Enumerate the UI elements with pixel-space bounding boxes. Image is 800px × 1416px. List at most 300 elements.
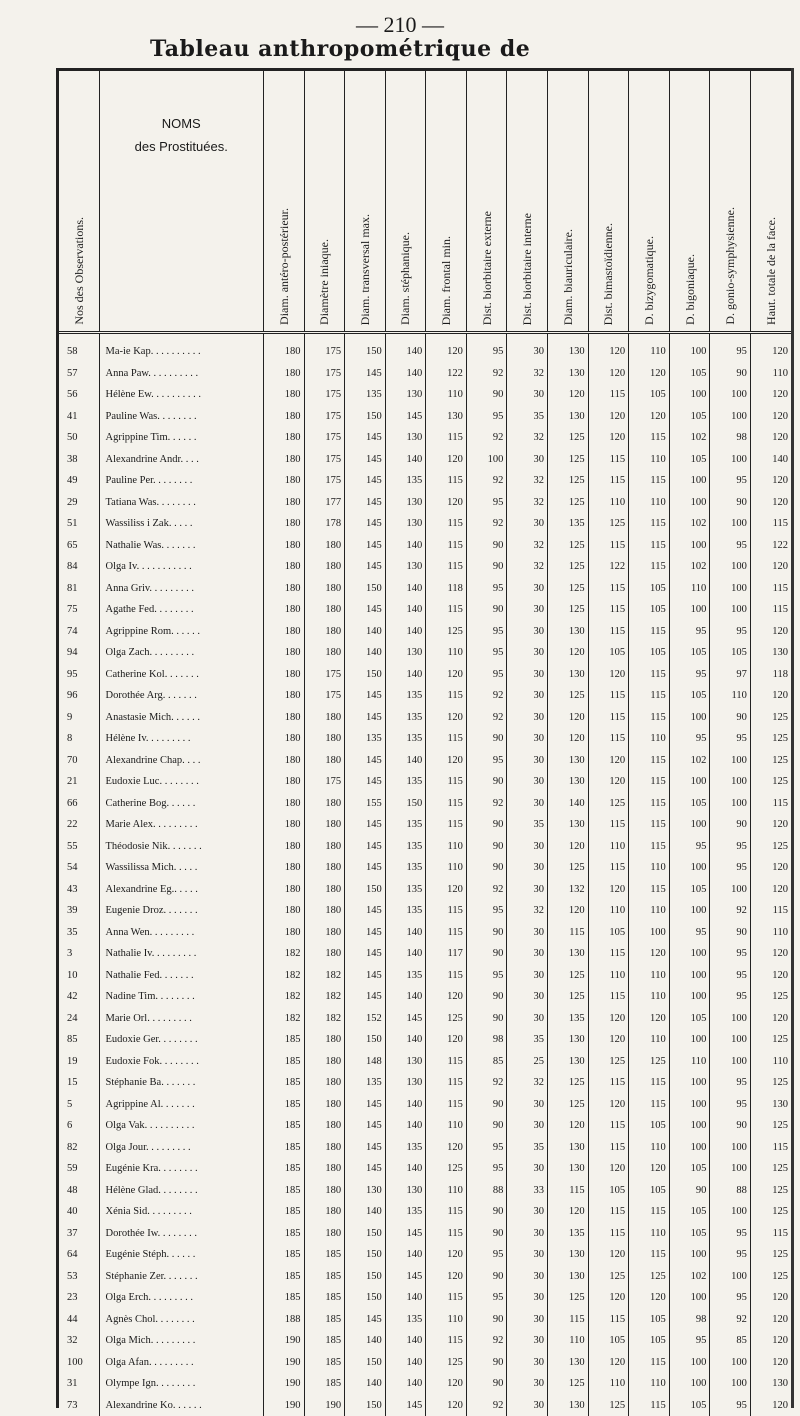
- measurement-cell: 32: [507, 1072, 548, 1094]
- prostitute-name: Hélène Ew. . . . . . . . . .: [99, 384, 263, 406]
- measurement-cell: 180: [304, 1180, 345, 1202]
- measurement-cell: 30: [507, 1008, 548, 1030]
- measurement-cell: 30: [507, 664, 548, 686]
- measurement-cell: 30: [507, 1395, 548, 1416]
- measurement-cell: 30: [507, 793, 548, 815]
- measurement-cell: 180: [263, 599, 304, 621]
- observation-number: 82: [59, 1137, 99, 1159]
- observation-number: 94: [59, 642, 99, 664]
- measurement-cell: 130: [385, 427, 426, 449]
- measurement-cell: 145: [345, 750, 386, 772]
- measurement-cell: 122: [426, 363, 467, 385]
- measurement-cell: 180: [304, 857, 345, 879]
- prostitute-name: Pauline Per. . . . . . . .: [99, 470, 263, 492]
- measurement-cell: 120: [426, 333, 467, 363]
- measurement-cell: 115: [426, 793, 467, 815]
- measurement-cell: 120: [548, 1115, 589, 1137]
- measurement-cell: 115: [426, 728, 467, 750]
- prostitute-name: Olga Jour. . . . . . . . .: [99, 1137, 263, 1159]
- table-row: [59, 363, 791, 385]
- observation-number: 19: [59, 1051, 99, 1073]
- measurement-cell: 145: [345, 986, 386, 1008]
- measurement-cell: 95: [710, 1094, 751, 1116]
- page-number: — 210 —: [0, 12, 800, 38]
- measurement-cell: 115: [426, 771, 467, 793]
- measurement-cell: 32: [507, 900, 548, 922]
- table-row: [59, 836, 791, 858]
- measurement-cell: 115: [629, 707, 670, 729]
- measurement-cell: 115: [629, 750, 670, 772]
- measurement-cell: 180: [263, 879, 304, 901]
- measurement-cell: 95: [466, 900, 507, 922]
- measurement-cell: 35: [507, 1029, 548, 1051]
- measurement-cell: 100: [710, 1008, 751, 1030]
- measurement-cell: 125: [426, 621, 467, 643]
- measurement-cell: 185: [263, 1287, 304, 1309]
- header-measure: D. bigoniaque.: [669, 70, 710, 333]
- measurement-cell: 120: [629, 1008, 670, 1030]
- measurement-cell: 180: [304, 535, 345, 557]
- measurement-cell: 155: [345, 793, 386, 815]
- measurement-cell: 180: [263, 728, 304, 750]
- measurement-cell: 135: [385, 470, 426, 492]
- measurement-cell: 185: [263, 1137, 304, 1159]
- prostitute-name: Eugenie Droz. . . . . . .: [99, 900, 263, 922]
- measurement-cell: 35: [507, 406, 548, 428]
- measurement-cell: 125: [548, 427, 589, 449]
- measurement-cell: 182: [263, 986, 304, 1008]
- measurement-cell: 120: [750, 965, 791, 987]
- header-measure: D. bizygomatique.: [629, 70, 670, 333]
- measurement-cell: 180: [263, 427, 304, 449]
- observation-number: 66: [59, 793, 99, 815]
- measurement-cell: 118: [750, 664, 791, 686]
- measurement-cell: 30: [507, 1244, 548, 1266]
- measurement-cell: 95: [710, 1395, 751, 1416]
- measurement-cell: 105: [710, 642, 751, 664]
- measurement-cell: 110: [426, 1180, 467, 1202]
- observation-number: 75: [59, 599, 99, 621]
- table-row: [59, 1201, 791, 1223]
- measurement-cell: 95: [710, 728, 751, 750]
- measurement-cell: 150: [345, 1395, 386, 1416]
- measurement-cell: 180: [304, 642, 345, 664]
- measurement-cell: 145: [345, 814, 386, 836]
- measurement-cell: 180: [263, 836, 304, 858]
- prostitute-name: Olympe Ign. . . . . . . .: [99, 1373, 263, 1395]
- table-row: [59, 384, 791, 406]
- measurement-cell: 130: [385, 492, 426, 514]
- table-row: [59, 879, 791, 901]
- measurement-cell: 125: [629, 1051, 670, 1073]
- measurement-cell: 145: [385, 1395, 426, 1416]
- measurement-cell: 110: [629, 1223, 670, 1245]
- measurement-cell: 95: [710, 943, 751, 965]
- measurement-cell: 125: [588, 793, 629, 815]
- measurement-cell: 180: [304, 793, 345, 815]
- measurement-cell: 150: [345, 1266, 386, 1288]
- measurement-cell: 177: [304, 492, 345, 514]
- measurement-cell: 148: [345, 1051, 386, 1073]
- measurement-cell: 110: [629, 965, 670, 987]
- measurement-cell: 90: [466, 556, 507, 578]
- measurement-cell: 120: [588, 427, 629, 449]
- measurement-cell: 120: [588, 1287, 629, 1309]
- prostitute-name: Tatiana Was. . . . . . . .: [99, 492, 263, 514]
- measurement-cell: 180: [304, 922, 345, 944]
- header-measure: Diam. antéro-postérieur.: [263, 70, 304, 333]
- observation-number: 23: [59, 1287, 99, 1309]
- measurement-cell: 115: [426, 427, 467, 449]
- measurement-cell: 135: [385, 1309, 426, 1331]
- observation-number: 38: [59, 449, 99, 471]
- measurement-cell: 130: [548, 1051, 589, 1073]
- measurement-cell: 180: [304, 814, 345, 836]
- measurement-cell: 90: [710, 707, 751, 729]
- prostitute-name: Nathalie Iv. . . . . . . . .: [99, 943, 263, 965]
- measurement-cell: 140: [548, 793, 589, 815]
- measurement-cell: 180: [263, 384, 304, 406]
- measurement-cell: 110: [629, 1137, 670, 1159]
- measurement-cell: 185: [304, 1287, 345, 1309]
- table-row: [59, 470, 791, 492]
- measurement-cell: 130: [750, 642, 791, 664]
- measurement-cell: 135: [385, 836, 426, 858]
- observation-number: 58: [59, 333, 99, 363]
- header-names-line1: NOMS: [100, 71, 263, 131]
- measurement-cell: 100: [629, 922, 670, 944]
- measurement-cell: 175: [304, 449, 345, 471]
- measurement-cell: 140: [385, 1330, 426, 1352]
- measurement-cell: 120: [548, 384, 589, 406]
- measurement-cell: 145: [345, 556, 386, 578]
- observation-number: 57: [59, 363, 99, 385]
- measurement-cell: 95: [710, 621, 751, 643]
- measurement-cell: 145: [345, 535, 386, 557]
- measurement-cell: 175: [304, 384, 345, 406]
- measurement-cell: 122: [588, 556, 629, 578]
- measurement-cell: 180: [304, 1223, 345, 1245]
- observation-number: 100: [59, 1352, 99, 1374]
- measurement-cell: 90: [466, 922, 507, 944]
- measurement-cell: 175: [304, 470, 345, 492]
- header-measure: Diam. stéphanique.: [385, 70, 426, 333]
- measurement-cell: 180: [263, 685, 304, 707]
- measurement-cell: 32: [507, 535, 548, 557]
- measurement-cell: 100: [710, 449, 751, 471]
- measurement-cell: 135: [385, 879, 426, 901]
- measurement-cell: 125: [750, 771, 791, 793]
- observation-number: 51: [59, 513, 99, 535]
- observation-number: 10: [59, 965, 99, 987]
- measurement-cell: 180: [304, 1094, 345, 1116]
- measurement-cell: 100: [710, 771, 751, 793]
- measurement-cell: 182: [304, 965, 345, 987]
- prostitute-name: Xénia Sid. . . . . . . . .: [99, 1201, 263, 1223]
- measurement-cell: 125: [548, 1094, 589, 1116]
- measurement-cell: 130: [548, 1244, 589, 1266]
- measurement-cell: 180: [263, 793, 304, 815]
- observation-number: 95: [59, 664, 99, 686]
- measurement-cell: 140: [385, 578, 426, 600]
- measurement-cell: 145: [345, 427, 386, 449]
- prostitute-name: Catherine Bog. . . . . .: [99, 793, 263, 815]
- measurement-cell: 125: [548, 965, 589, 987]
- measurement-cell: 140: [385, 664, 426, 686]
- prostitute-name: Anna Griv. . . . . . . . .: [99, 578, 263, 600]
- prostitute-name: Pauline Was. . . . . . . .: [99, 406, 263, 428]
- measurement-cell: 30: [507, 1330, 548, 1352]
- observation-number: 35: [59, 922, 99, 944]
- measurement-cell: 130: [385, 556, 426, 578]
- measurement-cell: 92: [466, 1072, 507, 1094]
- measurement-cell: 115: [426, 965, 467, 987]
- table-row: [59, 1287, 791, 1309]
- measurement-cell: 30: [507, 621, 548, 643]
- observation-number: 39: [59, 900, 99, 922]
- measurement-cell: 125: [750, 836, 791, 858]
- measurement-cell: 115: [588, 470, 629, 492]
- measurement-cell: 100: [710, 879, 751, 901]
- measurement-cell: 120: [588, 363, 629, 385]
- anthropometric-table-container: [56, 68, 794, 1408]
- measurement-cell: 140: [385, 922, 426, 944]
- measurement-cell: 105: [669, 685, 710, 707]
- measurement-cell: 180: [304, 599, 345, 621]
- measurement-cell: 120: [548, 900, 589, 922]
- measurement-cell: 120: [629, 363, 670, 385]
- measurement-cell: 130: [385, 1051, 426, 1073]
- measurement-cell: 105: [629, 578, 670, 600]
- measurement-cell: 140: [385, 750, 426, 772]
- measurement-cell: 125: [548, 578, 589, 600]
- measurement-cell: 115: [629, 664, 670, 686]
- observation-number: 53: [59, 1266, 99, 1288]
- measurement-cell: 180: [263, 449, 304, 471]
- prostitute-name: Dorothée Arg. . . . . . .: [99, 685, 263, 707]
- measurement-cell: 120: [750, 333, 791, 363]
- measurement-cell: 100: [669, 1373, 710, 1395]
- measurement-cell: 110: [629, 333, 670, 363]
- observation-number: 65: [59, 535, 99, 557]
- measurement-cell: 120: [750, 492, 791, 514]
- measurement-cell: 152: [345, 1008, 386, 1030]
- measurement-cell: 120: [588, 406, 629, 428]
- measurement-cell: 125: [750, 1180, 791, 1202]
- measurement-cell: 100: [669, 707, 710, 729]
- measurement-cell: 115: [588, 857, 629, 879]
- measurement-cell: 102: [669, 750, 710, 772]
- measurement-cell: 30: [507, 986, 548, 1008]
- prostitute-name: Stéphanie Zer. . . . . . .: [99, 1266, 263, 1288]
- header-measure: Dist. biorbitaire interne: [507, 70, 548, 333]
- measurement-cell: 100: [710, 1029, 751, 1051]
- measurement-cell: 100: [669, 965, 710, 987]
- measurement-cell: 125: [588, 513, 629, 535]
- measurement-cell: 30: [507, 333, 548, 363]
- measurement-cell: 145: [345, 685, 386, 707]
- measurement-cell: 140: [385, 363, 426, 385]
- measurement-cell: 140: [345, 621, 386, 643]
- measurement-cell: 95: [710, 965, 751, 987]
- measurement-cell: 90: [669, 1180, 710, 1202]
- measurement-cell: 120: [426, 1029, 467, 1051]
- prostitute-name: Hélène Iv. . . . . . . . .: [99, 728, 263, 750]
- measurement-cell: 32: [507, 492, 548, 514]
- measurement-cell: 182: [263, 1008, 304, 1030]
- measurement-cell: 120: [750, 857, 791, 879]
- table-row: [59, 793, 791, 815]
- measurement-cell: 130: [548, 1395, 589, 1416]
- table-row: [59, 1115, 791, 1137]
- measurement-cell: 120: [588, 333, 629, 363]
- observation-number: 31: [59, 1373, 99, 1395]
- measurement-cell: 92: [466, 793, 507, 815]
- measurement-cell: 115: [426, 900, 467, 922]
- measurement-cell: 180: [304, 556, 345, 578]
- observation-number: 3: [59, 943, 99, 965]
- table-row: [59, 1373, 791, 1395]
- measurement-cell: 95: [710, 857, 751, 879]
- measurement-cell: 95: [669, 922, 710, 944]
- prostitute-name: Olga Mich. . . . . . . . .: [99, 1330, 263, 1352]
- measurement-cell: 90: [466, 771, 507, 793]
- observation-number: 32: [59, 1330, 99, 1352]
- measurement-cell: 115: [629, 836, 670, 858]
- measurement-cell: 130: [548, 621, 589, 643]
- observation-number: 40: [59, 1201, 99, 1223]
- prostitute-name: Wassilissa Mich. . . . .: [99, 857, 263, 879]
- measurement-cell: 105: [629, 1309, 670, 1331]
- header-measure: D. gonio-symphysienne.: [710, 70, 751, 333]
- measurement-cell: 110: [669, 578, 710, 600]
- measurement-cell: 145: [345, 857, 386, 879]
- measurement-cell: 120: [588, 879, 629, 901]
- measurement-cell: 90: [466, 599, 507, 621]
- observation-number: 42: [59, 986, 99, 1008]
- measurement-cell: 185: [263, 1244, 304, 1266]
- measurement-cell: 180: [304, 1137, 345, 1159]
- measurement-cell: 115: [588, 621, 629, 643]
- measurement-cell: 125: [548, 599, 589, 621]
- measurement-cell: 115: [426, 470, 467, 492]
- measurement-cell: 180: [304, 1051, 345, 1073]
- measurement-cell: 110: [750, 922, 791, 944]
- observation-number: 56: [59, 384, 99, 406]
- observation-number: 48: [59, 1180, 99, 1202]
- prostitute-name: Stéphanie Ba. . . . . . .: [99, 1072, 263, 1094]
- measurement-cell: 120: [750, 1008, 791, 1030]
- measurement-cell: 180: [304, 943, 345, 965]
- measurement-cell: 145: [345, 943, 386, 965]
- measurement-cell: 115: [588, 384, 629, 406]
- measurement-cell: 180: [304, 879, 345, 901]
- measurement-cell: 115: [588, 685, 629, 707]
- table-row: [59, 1244, 791, 1266]
- measurement-cell: 90: [466, 943, 507, 965]
- prostitute-name: Alexandrine Andr. . . .: [99, 449, 263, 471]
- measurement-cell: 90: [710, 363, 751, 385]
- table-row: [59, 965, 791, 987]
- table-row: [59, 642, 791, 664]
- table-row: [59, 857, 791, 879]
- measurement-cell: 145: [345, 492, 386, 514]
- table-row: [59, 333, 791, 363]
- table-row: [59, 1352, 791, 1374]
- measurement-cell: 120: [548, 1201, 589, 1223]
- measurement-cell: 120: [588, 771, 629, 793]
- prostitute-name: Eugénie Kra. . . . . . . .: [99, 1158, 263, 1180]
- observation-number: 5: [59, 1094, 99, 1116]
- measurement-cell: 90: [466, 1094, 507, 1116]
- measurement-cell: 105: [629, 384, 670, 406]
- measurement-cell: 30: [507, 642, 548, 664]
- measurement-cell: 150: [345, 578, 386, 600]
- measurement-cell: 30: [507, 384, 548, 406]
- measurement-cell: 90: [466, 384, 507, 406]
- measurement-cell: 185: [263, 1180, 304, 1202]
- measurement-cell: 90: [710, 922, 751, 944]
- measurement-cell: 130: [548, 1137, 589, 1159]
- measurement-cell: 120: [588, 664, 629, 686]
- table-row: [59, 707, 791, 729]
- measurement-cell: 105: [629, 599, 670, 621]
- observation-number: 50: [59, 427, 99, 449]
- measurement-cell: 130: [385, 513, 426, 535]
- measurement-cell: 180: [263, 513, 304, 535]
- measurement-cell: 115: [629, 427, 670, 449]
- measurement-cell: 95: [466, 664, 507, 686]
- measurement-cell: 115: [750, 900, 791, 922]
- measurement-cell: 115: [588, 1072, 629, 1094]
- measurement-cell: 105: [669, 363, 710, 385]
- measurement-cell: 145: [345, 1094, 386, 1116]
- measurement-cell: 140: [385, 1029, 426, 1051]
- measurement-cell: 125: [548, 1287, 589, 1309]
- measurement-cell: 182: [304, 986, 345, 1008]
- measurement-cell: 100: [710, 1051, 751, 1073]
- table-row: [59, 1309, 791, 1331]
- measurement-cell: 115: [426, 814, 467, 836]
- table-row: [59, 1137, 791, 1159]
- measurement-cell: 125: [548, 556, 589, 578]
- measurement-cell: 110: [629, 1373, 670, 1395]
- measurement-cell: 115: [426, 1223, 467, 1245]
- measurement-cell: 110: [588, 836, 629, 858]
- measurement-cell: 30: [507, 965, 548, 987]
- observation-number: 59: [59, 1158, 99, 1180]
- measurement-cell: 30: [507, 1287, 548, 1309]
- measurement-cell: 95: [669, 621, 710, 643]
- measurement-cell: 95: [669, 836, 710, 858]
- measurement-cell: 115: [629, 621, 670, 643]
- measurement-cell: 105: [669, 1201, 710, 1223]
- measurement-cell: 180: [263, 771, 304, 793]
- prostitute-name: Olga Afan. . . . . . . . .: [99, 1352, 263, 1374]
- measurement-cell: 135: [385, 728, 426, 750]
- measurement-cell: 120: [750, 1352, 791, 1374]
- measurement-cell: 120: [588, 1244, 629, 1266]
- measurement-cell: 115: [426, 513, 467, 535]
- measurement-cell: 30: [507, 1094, 548, 1116]
- measurement-cell: 105: [629, 1330, 670, 1352]
- measurement-cell: 95: [466, 406, 507, 428]
- measurement-cell: 105: [669, 793, 710, 815]
- measurement-cell: 120: [548, 836, 589, 858]
- measurement-cell: 180: [263, 492, 304, 514]
- measurement-cell: 32: [507, 363, 548, 385]
- table-row: [59, 728, 791, 750]
